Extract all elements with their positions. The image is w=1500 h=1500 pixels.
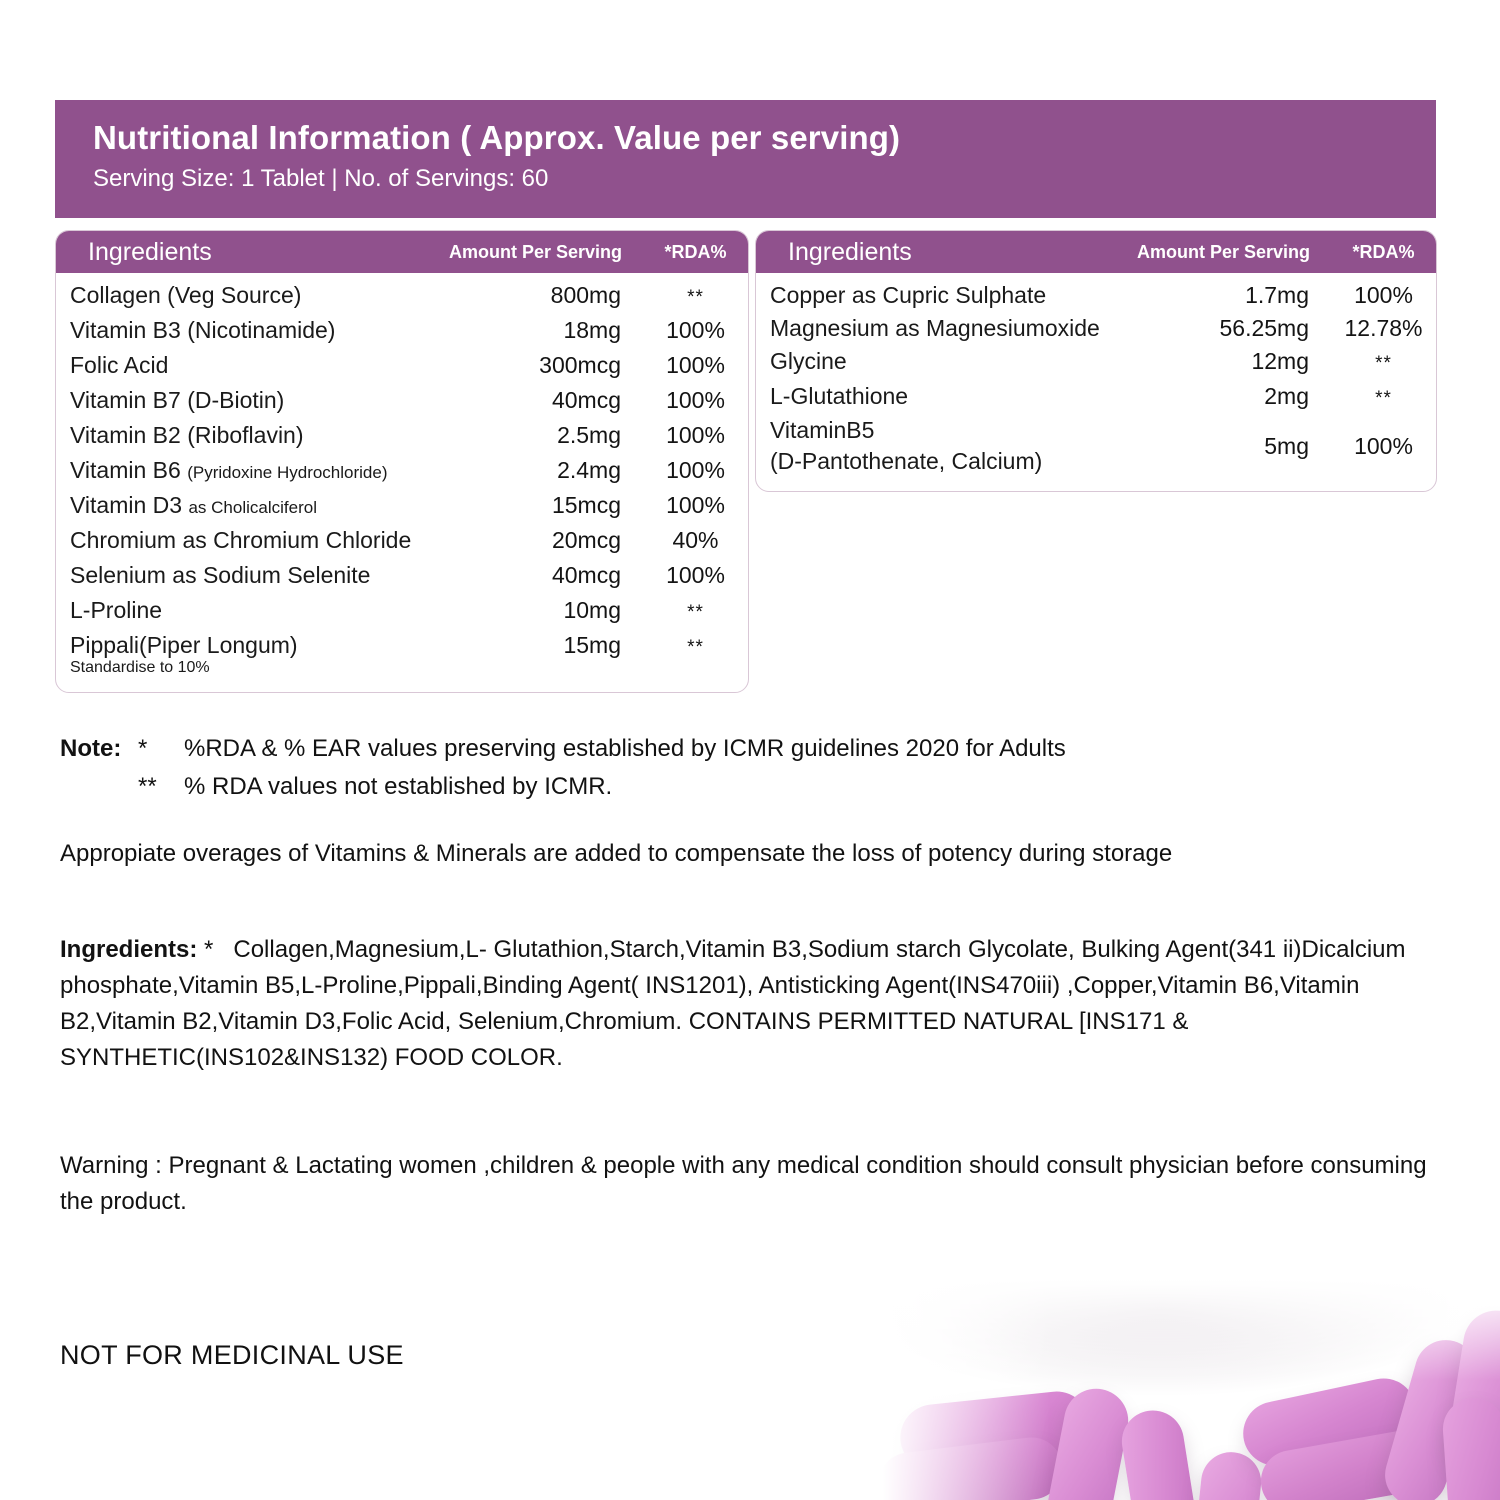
column-header-ingredients: Ingredients xyxy=(88,237,212,266)
ingredient-rda: 100% xyxy=(666,352,725,378)
ingredient-name: Vitamin B2 (Riboflavin) xyxy=(70,422,304,448)
ingredient-name: Vitamin B7 (D-Biotin) xyxy=(70,387,285,413)
ingredients-paragraph xyxy=(60,932,1445,1076)
note-asterisk-single: * xyxy=(138,735,148,762)
not-for-medicinal-use-label: NOT FOR MEDICINAL USE xyxy=(60,1340,404,1370)
ingredient-name: Vitamin B3 (Nicotinamide) xyxy=(70,317,336,343)
column-header-amount: Amount Per Serving xyxy=(1136,241,1311,262)
ingredients-paragraph-label: Ingredients: xyxy=(60,936,198,963)
note-text-single: %RDA & % EAR values preserving established by ICMR guidelines 2020 for Adults xyxy=(184,735,1066,762)
ingredient-amount: 40mcg xyxy=(551,387,621,413)
table-row xyxy=(56,384,748,419)
table-row xyxy=(56,454,748,489)
tablet-capsule xyxy=(1441,1396,1500,1500)
nutritional-information-banner xyxy=(55,100,1436,218)
ingredient-rda: ** xyxy=(1375,388,1392,409)
ingredient-amount: 10mg xyxy=(563,597,621,623)
ingredients-paragraph-text: Collagen,Magnesium,L- Glutathion,Starch,Vitamin B3,Sodium starch Glycolate, Bulking Agent(341 ii)Dicalcium phosphate,Vitamin B5,L-Proline,Pippali,Binding Agent( INS1201), Antisticking Agent(INS470iii) ,Copper,Vitamin B6,Vitamin B2,Vitamin B2,Vitamin D3,Folic Acid, Selenium,Chromium. CONTAINS PERMITTED NATURAL [INS171 & SYNTHETIC(INS102&INS132) FOOD COLOR. xyxy=(60,936,1406,1071)
table-body-right xyxy=(756,273,1436,491)
ingredient-rda: 100% xyxy=(1354,282,1413,308)
ingredient-amount: 1.7mg xyxy=(1245,282,1309,308)
ingredient-amount: 5mg xyxy=(1264,432,1309,459)
table-row xyxy=(756,415,1436,477)
ingredient-rda: ** xyxy=(1375,353,1392,374)
tablet-capsule xyxy=(1444,1306,1500,1474)
serving-size-subtitle: Serving Size: 1 Tablet | No. of Servings: 60 xyxy=(93,165,549,192)
ingredient-amount: 40mcg xyxy=(551,562,621,588)
warning-paragraph: Warning : Pregnant & Lactating women ,children & people with any medical condition should consult physician before consuming the product. xyxy=(60,1152,1427,1215)
page-title: Nutritional Information ( Approx. Value per serving) xyxy=(93,119,901,156)
ingredient-amount: 20mcg xyxy=(551,527,621,553)
column-header-ingredients: Ingredients xyxy=(788,237,912,266)
table-row xyxy=(756,279,1436,312)
ingredient-amount: 15mcg xyxy=(551,492,621,518)
ingredient-rda: 100% xyxy=(666,562,725,588)
tablet-capsule xyxy=(1192,1449,1264,1500)
ingredient-name: Copper as Cupric Sulphate xyxy=(770,282,1047,308)
tablet-capsule xyxy=(1117,1406,1200,1500)
table-header-row-left xyxy=(56,231,748,273)
tablet-capsule xyxy=(897,1388,1093,1473)
table-row xyxy=(56,419,748,454)
note-text-double: % RDA values not established by ICMR. xyxy=(184,773,613,800)
column-header-amount: Amount Per Serving xyxy=(448,241,623,262)
ingredient-rda: 100% xyxy=(666,317,725,343)
tablet-fade-left xyxy=(860,1270,1050,1500)
ingredient-amount: 2mg xyxy=(1264,383,1309,409)
ingredient-amount: 2.5mg xyxy=(557,422,621,448)
ingredients-paragraph-asterisk: * xyxy=(204,936,214,963)
table-row xyxy=(56,279,748,314)
ingredient-rda: 100% xyxy=(666,492,725,518)
table-row xyxy=(56,349,748,384)
ingredient-name-line2: (D-Pantothenate, Calcium) xyxy=(770,448,1043,474)
table-row xyxy=(56,314,748,349)
tablet-capsule xyxy=(1378,1333,1484,1500)
ingredient-name: Chromium as Chromium Chloride xyxy=(70,527,412,553)
table-row xyxy=(756,380,1436,415)
overages-paragraph: Appropiate overages of Vitamins & Minerals are added to compensate the loss of potency during storage xyxy=(60,840,1173,867)
ingredient-name xyxy=(756,415,1116,477)
note-block xyxy=(60,730,1440,806)
ingredient-name: Vitamin D3 as Cholicalciferol xyxy=(70,492,317,518)
ingredients-table-right xyxy=(755,230,1437,492)
ingredient-name: Pippali(Piper Longum) xyxy=(70,632,298,658)
ingredient-amount: 15mg xyxy=(563,632,621,658)
ingredient-rda: 100% xyxy=(666,422,725,448)
tablet-capsule xyxy=(1042,1383,1133,1500)
ingredient-rda: 40% xyxy=(672,527,719,553)
tablet-shadow-haze xyxy=(860,1270,1500,1500)
ingredient-name: Glycine xyxy=(770,348,847,374)
table-row xyxy=(56,594,748,629)
ingredient-name: Selenium as Sodium Selenite xyxy=(70,562,371,588)
table-body-left xyxy=(56,273,748,692)
ingredient-amount: 56.25mg xyxy=(1219,315,1309,341)
ingredient-rda: 100% xyxy=(1354,432,1413,459)
ingredient-rda: ** xyxy=(687,637,704,658)
ingredient-rda: ** xyxy=(687,287,704,308)
note-line-single-asterisk xyxy=(60,730,1440,768)
tablet-fade-top xyxy=(860,1270,1500,1380)
ingredient-name: Collagen (Veg Source) xyxy=(70,282,302,308)
tablet-capsule xyxy=(875,1434,1066,1500)
tablet-photo-decoration xyxy=(860,1270,1500,1500)
column-header-rda: *RDA% xyxy=(664,241,727,262)
ingredient-rda: 100% xyxy=(666,387,725,413)
ingredient-amount: 800mg xyxy=(550,282,621,308)
ingredient-name: L-Glutathione xyxy=(770,383,909,409)
note-line-double-asterisk xyxy=(60,768,1440,806)
ingredient-rda: 12.78% xyxy=(1344,315,1423,341)
ingredient-name-line1: VitaminB5 xyxy=(770,417,875,443)
ingredient-rda: ** xyxy=(687,602,704,623)
table-row xyxy=(56,559,748,594)
ingredient-amount: 12mg xyxy=(1251,348,1309,374)
pippali-standardise-note: Standardise to 10% xyxy=(70,659,210,676)
tablet-capsule xyxy=(1237,1373,1421,1472)
note-label: Note: xyxy=(60,735,122,762)
ingredient-name: Folic Acid xyxy=(70,352,169,378)
ingredient-name: Vitamin B6 (Pyridoxine Hydrochloride) xyxy=(70,457,388,483)
ingredient-amount: 300mcg xyxy=(539,352,621,378)
ingredient-name: L-Proline xyxy=(70,597,163,623)
table-header-row-right xyxy=(756,231,1436,273)
table-row xyxy=(756,312,1436,345)
ingredient-rda: 100% xyxy=(666,457,725,483)
ingredient-amount: 18mg xyxy=(563,317,621,343)
ingredient-amount: 2.4mg xyxy=(557,457,621,483)
tablet-capsule xyxy=(1256,1425,1444,1500)
table-row xyxy=(756,345,1436,380)
table-row xyxy=(56,489,748,524)
column-header-rda: *RDA% xyxy=(1352,241,1415,262)
ingredients-table-left xyxy=(55,230,749,693)
ingredient-name: Magnesium as Magnesiumoxide xyxy=(770,315,1100,341)
table-row xyxy=(56,524,748,559)
note-asterisk-double: ** xyxy=(138,773,157,800)
